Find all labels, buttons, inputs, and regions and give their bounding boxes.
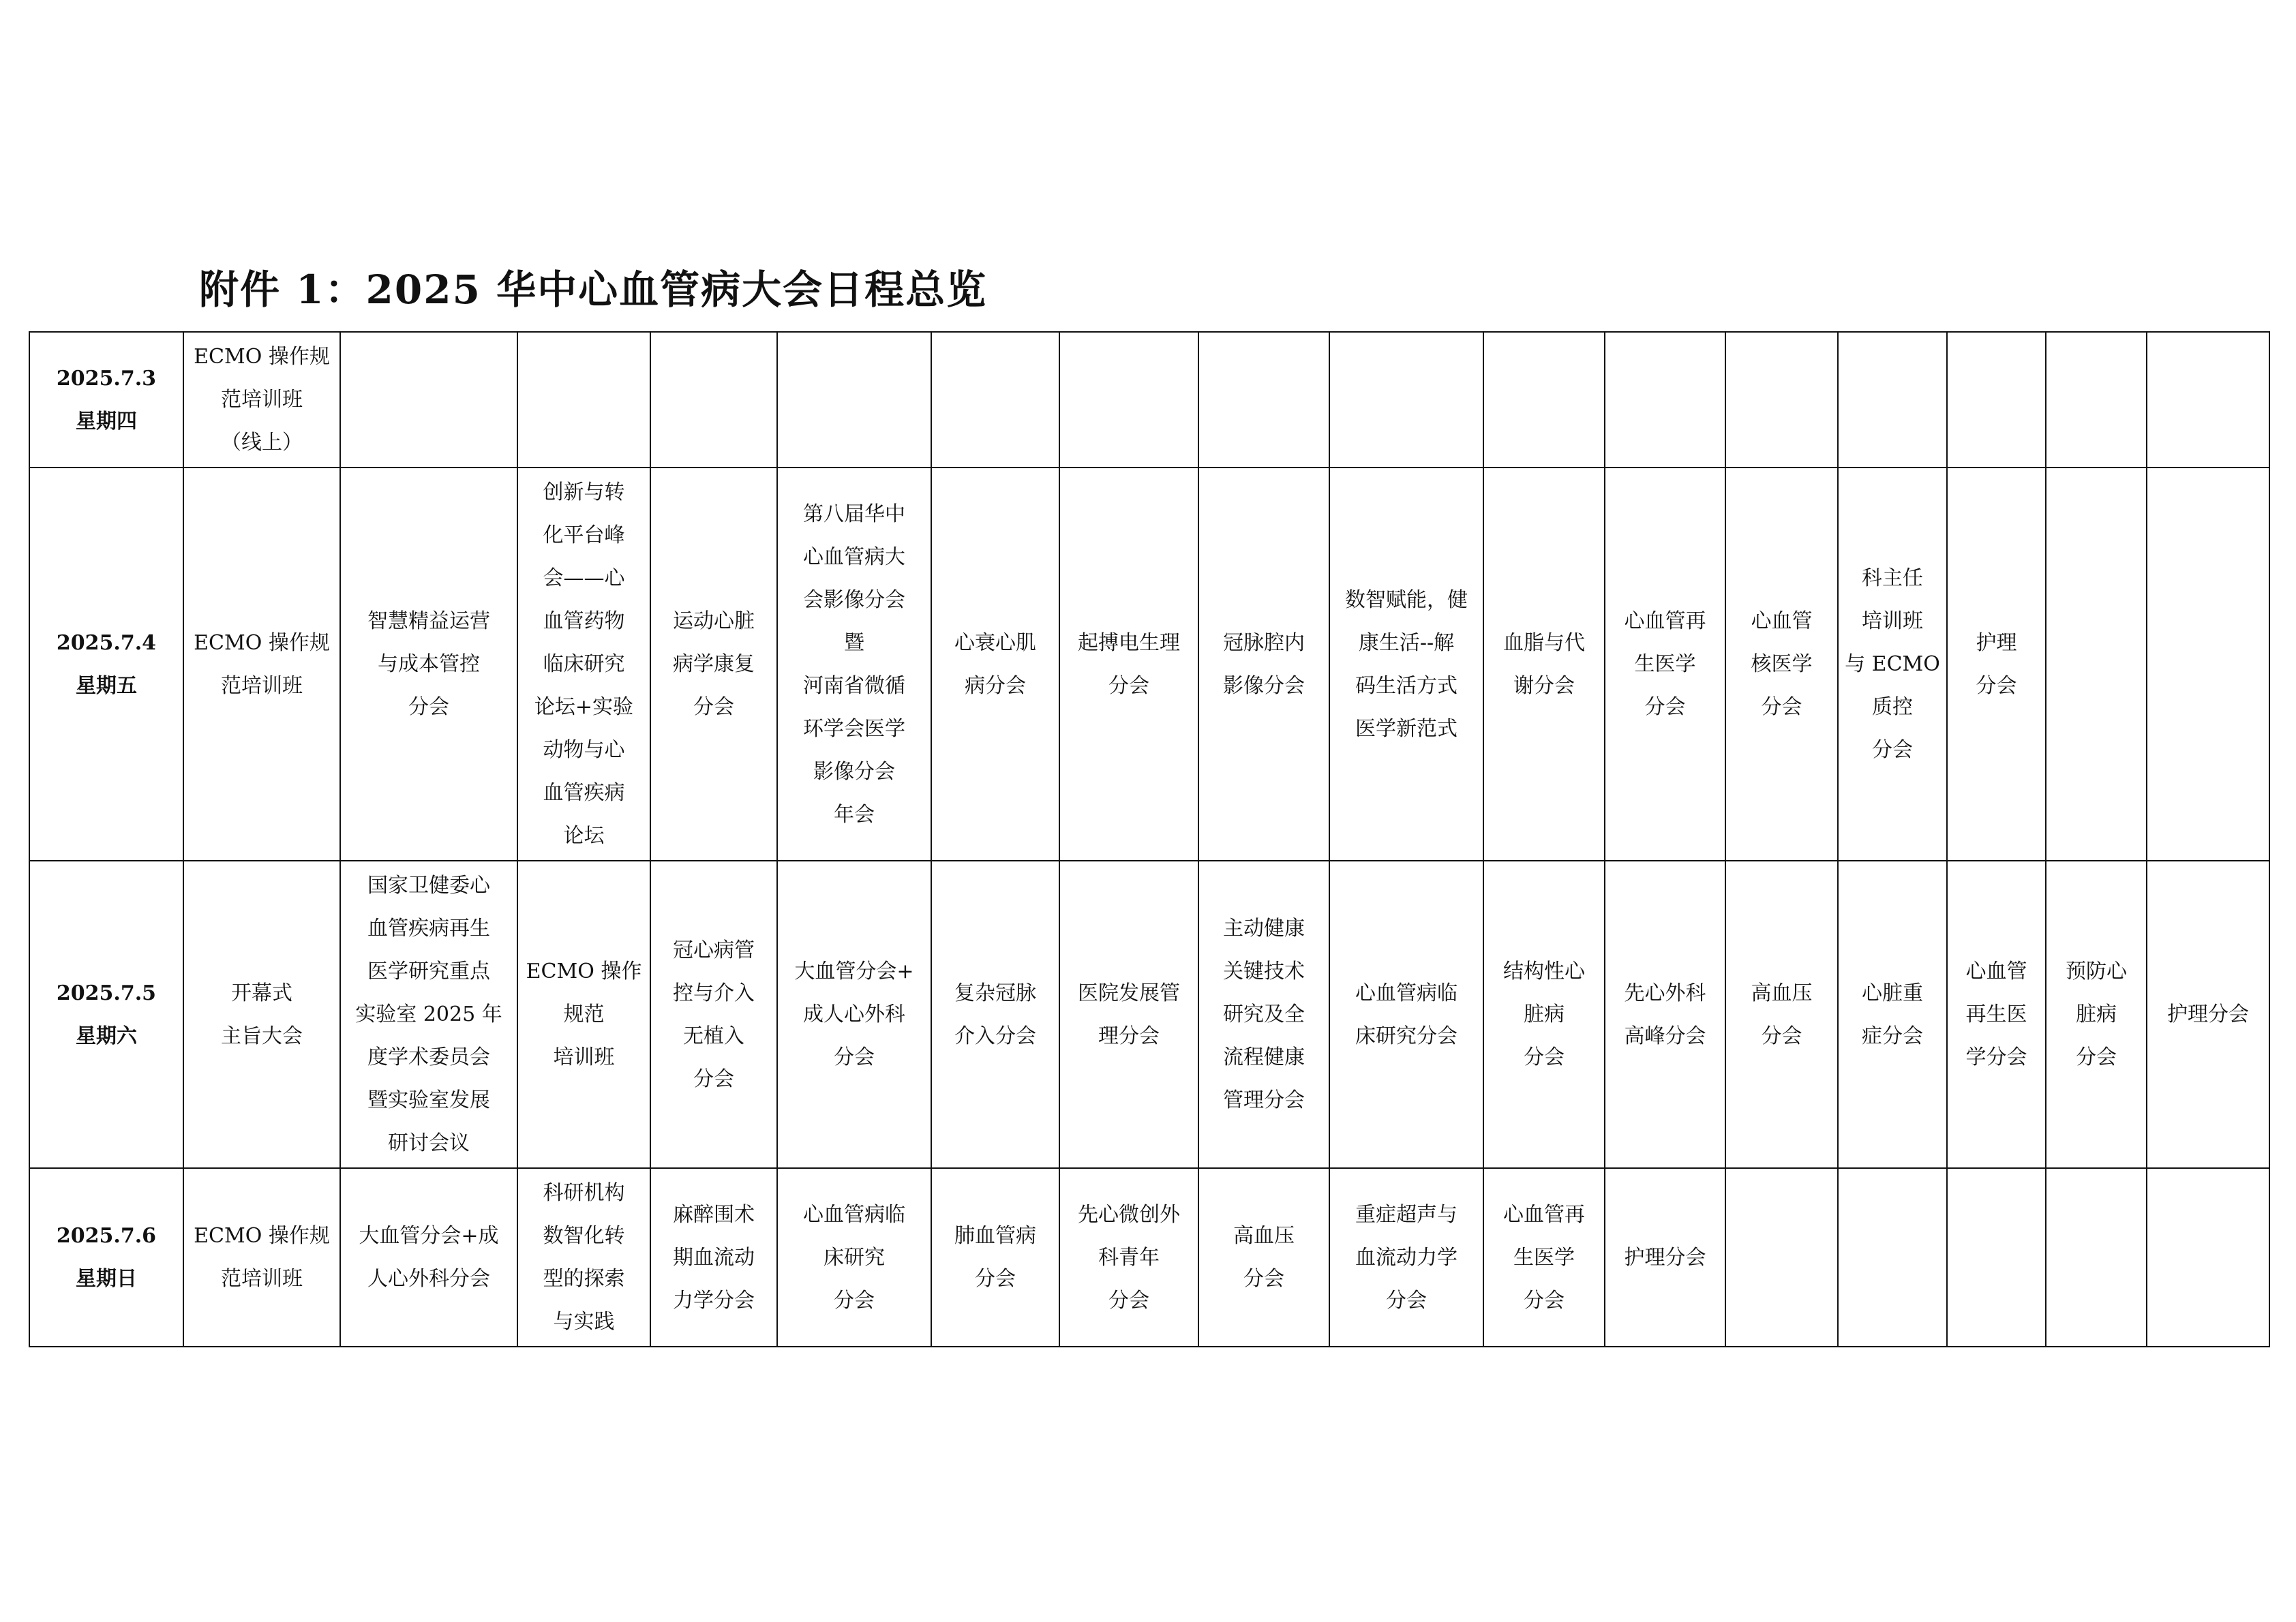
session-text-line: 范培训班 xyxy=(221,673,303,698)
empty-cell xyxy=(2147,332,2269,468)
session-text-line: ECMO 操作规 xyxy=(194,1224,330,1248)
schedule-row xyxy=(29,861,2269,1168)
session-text-line: 主动健康 xyxy=(1223,917,1305,940)
session-text-line: 分会 xyxy=(693,1067,734,1091)
session-text-line: （线上） xyxy=(221,431,303,455)
empty-cell xyxy=(2147,468,2269,861)
empty-cell xyxy=(2147,1168,2269,1347)
session-text-line: 护理分会 xyxy=(2167,1003,2249,1026)
session-text-line: 核医学 xyxy=(1751,652,1813,676)
session-text-line: ECMO 操作规 xyxy=(194,345,330,369)
session-cell xyxy=(1605,1168,1725,1347)
session-cell xyxy=(1483,861,1605,1168)
session-cell xyxy=(2046,861,2147,1168)
session-text-line: 分会 xyxy=(1524,1288,1565,1313)
session-text-line: 床研究 xyxy=(824,1245,885,1270)
session-cell xyxy=(2147,861,2269,1168)
session-cell xyxy=(183,861,340,1168)
empty-cell xyxy=(1483,332,1605,468)
date-text: 2025.7.4 xyxy=(56,630,157,655)
session-text-line: 科青年 xyxy=(1098,1245,1160,1270)
session-text-line: 心衰心肌 xyxy=(954,630,1036,655)
session-text-line: 成人心外科 xyxy=(803,1003,905,1026)
session-text-line: 大血管分会+ xyxy=(794,960,914,983)
session-cell xyxy=(1198,468,1329,861)
session-text-line: 数智赋能，健 xyxy=(1345,587,1468,612)
session-text-line: 分会 xyxy=(1108,1288,1149,1313)
session-cell xyxy=(777,1168,931,1347)
session-cell xyxy=(340,861,517,1168)
session-text-line: 影像分会 xyxy=(813,759,895,784)
session-text-line: 重症超声与 xyxy=(1355,1202,1457,1227)
session-text-line: 型的探索 xyxy=(543,1267,625,1291)
session-text-line: 年会 xyxy=(834,802,875,827)
empty-cell xyxy=(2046,1168,2147,1347)
session-text-line: 河南省微循 xyxy=(803,673,905,698)
session-text-line: 分会 xyxy=(834,1288,875,1313)
session-text-line: 规范 xyxy=(563,1003,605,1026)
session-text-line: ECMO 操作 xyxy=(526,960,642,983)
weekday-text: 星期五 xyxy=(76,673,137,698)
session-text-line: 血管疾病 xyxy=(543,781,625,805)
session-text-line: 分会 xyxy=(1761,1024,1802,1048)
date-cell xyxy=(29,1168,183,1347)
session-text-line: 心血管病大 xyxy=(803,545,905,569)
session-text-line: 康生活--解 xyxy=(1358,630,1455,655)
schedule-row xyxy=(29,1168,2269,1347)
session-text-line: 分会 xyxy=(1386,1288,1427,1313)
session-text-line: 肺血管病 xyxy=(954,1224,1036,1248)
session-text-line: 主旨大会 xyxy=(221,1024,303,1048)
session-text-line: 分会 xyxy=(408,695,449,719)
session-text-line: 冠心病管 xyxy=(673,938,755,962)
session-text-line: 分会 xyxy=(975,1267,1016,1291)
session-cell xyxy=(517,1168,650,1347)
session-text-line: 智慧精益运营 xyxy=(367,609,490,633)
session-text-line: 高血压 xyxy=(1751,981,1813,1005)
session-cell xyxy=(183,1168,340,1347)
date-text: 2025.7.3 xyxy=(56,366,157,391)
session-text-line: 分会 xyxy=(1976,673,2017,698)
session-text-line: 分会 xyxy=(1108,673,1149,698)
session-text-line: 科研机构 xyxy=(543,1181,625,1205)
session-text-line: 人心外科分会 xyxy=(367,1267,490,1291)
session-cell xyxy=(1198,861,1329,1168)
session-cell xyxy=(777,861,931,1168)
session-text-line: 数智化转 xyxy=(543,1224,625,1248)
session-text-line: 学分会 xyxy=(1965,1045,2027,1069)
session-text-line: 分会 xyxy=(1872,738,1913,762)
empty-cell xyxy=(777,332,931,468)
session-text-line: 研究及全 xyxy=(1223,1003,1305,1026)
date-cell xyxy=(29,468,183,861)
empty-cell xyxy=(2046,332,2147,468)
session-cell xyxy=(1329,1168,1483,1347)
date-text: 2025.7.6 xyxy=(56,1224,157,1248)
session-text-line: 范培训班 xyxy=(221,1267,303,1291)
session-cell xyxy=(931,468,1059,861)
session-cell xyxy=(931,861,1059,1168)
session-text-line: 心血管 xyxy=(1751,609,1813,633)
session-text-line: 护理 xyxy=(1976,630,2017,655)
session-text-line: 流程健康 xyxy=(1223,1045,1305,1069)
session-text-line: 生医学 xyxy=(1513,1245,1575,1270)
session-cell xyxy=(517,861,650,1168)
session-text-line: 分会 xyxy=(1644,695,1686,719)
session-cell xyxy=(1947,468,2046,861)
empty-cell xyxy=(650,332,777,468)
session-text-line: 医院发展管 xyxy=(1078,981,1180,1005)
session-text-line: 再生医 xyxy=(1965,1003,2027,1026)
empty-cell xyxy=(1329,332,1483,468)
session-text-line: 创新与转 xyxy=(543,480,625,504)
session-text-line: 起搏电生理 xyxy=(1078,630,1180,655)
session-text-line: 分会 xyxy=(1524,1045,1565,1069)
empty-cell xyxy=(517,332,650,468)
session-text-line: 心血管病临 xyxy=(1355,981,1457,1005)
session-text-line: 症分会 xyxy=(1862,1024,1923,1048)
session-text-line: 病分会 xyxy=(965,673,1026,698)
session-text-line: 培训班 xyxy=(553,1045,615,1069)
session-cell xyxy=(517,468,650,861)
schedule-table xyxy=(29,331,2270,1347)
session-text-line: 结构性心 xyxy=(1503,960,1585,983)
session-text-line: 麻醉围术 xyxy=(673,1202,755,1227)
session-text-line: 床研究分会 xyxy=(1355,1024,1457,1048)
empty-cell xyxy=(1947,332,2046,468)
session-cell xyxy=(1059,468,1198,861)
session-text-line: 脏病 xyxy=(1524,1003,1565,1026)
session-cell xyxy=(183,332,340,468)
weekday-text: 星期日 xyxy=(76,1267,137,1291)
session-text-line: 临床研究 xyxy=(543,652,625,676)
session-text-line: 实验室 2025 年 xyxy=(355,1003,502,1026)
session-text-line: 预防心 xyxy=(2066,960,2127,983)
weekday-text: 星期六 xyxy=(76,1024,137,1048)
session-text-line: 管理分会 xyxy=(1223,1088,1305,1112)
date-cell xyxy=(29,861,183,1168)
session-text-line: 范培训班 xyxy=(221,388,303,412)
empty-cell xyxy=(1838,332,1947,468)
session-cell xyxy=(1605,861,1725,1168)
session-text-line: 研讨会议 xyxy=(388,1131,470,1155)
session-text-line: 控与介入 xyxy=(673,981,755,1005)
session-cell xyxy=(1483,468,1605,861)
session-cell xyxy=(650,1168,777,1347)
session-text-line: 血管疾病再生 xyxy=(367,917,490,940)
session-text-line: 会影像分会 xyxy=(803,587,905,612)
session-text-line: 冠脉腔内 xyxy=(1223,630,1305,655)
session-text-line: 理分会 xyxy=(1098,1024,1160,1048)
date-text: 2025.7.5 xyxy=(56,981,157,1005)
empty-cell xyxy=(1947,1168,2046,1347)
session-text-line: 分会 xyxy=(1761,695,1802,719)
session-text-line: 脏病 xyxy=(2076,1003,2117,1026)
session-text-line: 期血流动 xyxy=(673,1245,755,1270)
session-text-line: 心血管病临 xyxy=(803,1202,905,1227)
session-text-line: 大血管分会+成 xyxy=(359,1224,499,1248)
session-text-line: 培训班 xyxy=(1862,609,1923,633)
session-text-line: 与实践 xyxy=(553,1310,615,1334)
session-cell xyxy=(1725,861,1838,1168)
session-text-line: 与 ECMO xyxy=(1845,652,1940,676)
session-text-line: 暨实验室发展 xyxy=(367,1088,490,1112)
session-text-line: 血流动力学 xyxy=(1355,1245,1457,1270)
session-text-line: 度学术委员会 xyxy=(367,1045,490,1069)
empty-cell xyxy=(1725,332,1838,468)
session-text-line: 码生活方式 xyxy=(1355,673,1457,698)
weekday-text: 星期四 xyxy=(76,409,137,433)
session-cell xyxy=(1605,468,1725,861)
session-cell xyxy=(1838,861,1947,1168)
session-text-line: 分会 xyxy=(2076,1045,2117,1069)
session-text-line: 化平台峰 xyxy=(543,523,625,547)
session-text-line: 影像分会 xyxy=(1223,673,1305,698)
session-cell xyxy=(650,861,777,1168)
session-text-line: 关键技术 xyxy=(1223,960,1305,983)
session-cell xyxy=(777,468,931,861)
session-text-line: 分会 xyxy=(1243,1267,1284,1291)
session-cell xyxy=(340,468,517,861)
session-cell xyxy=(1198,1168,1329,1347)
session-text-line: 护理分会 xyxy=(1624,1245,1706,1270)
session-text-line: 科主任 xyxy=(1862,566,1923,590)
session-cell xyxy=(1329,468,1483,861)
session-text-line: 分会 xyxy=(834,1045,875,1069)
empty-cell xyxy=(931,332,1059,468)
session-text-line: 先心微创外 xyxy=(1078,1202,1180,1227)
empty-cell xyxy=(2046,468,2147,861)
session-text-line: 复杂冠脉 xyxy=(954,981,1036,1005)
session-text-line: 医学新范式 xyxy=(1355,716,1457,741)
session-text-line: 运动心脏 xyxy=(673,609,755,633)
session-cell xyxy=(1329,861,1483,1168)
session-text-line: 质控 xyxy=(1872,695,1913,719)
empty-cell xyxy=(1838,1168,1947,1347)
session-text-line: 与成本管控 xyxy=(378,652,480,676)
session-text-line: 高血压 xyxy=(1233,1224,1295,1248)
session-text-line: 心血管再 xyxy=(1624,609,1706,633)
session-text-line: 无植入 xyxy=(683,1024,744,1048)
schedule-row xyxy=(29,468,2269,861)
session-text-line: 动物与心 xyxy=(543,738,625,762)
session-text-line: 心血管再 xyxy=(1503,1202,1585,1227)
empty-cell xyxy=(340,332,517,468)
session-cell xyxy=(1838,468,1947,861)
session-cell xyxy=(1059,1168,1198,1347)
page-title: 附件 1：2025 华中心血管病大会日程总览 xyxy=(199,266,988,313)
session-text-line: 分会 xyxy=(693,695,734,719)
session-text-line: 心脏重 xyxy=(1862,981,1923,1005)
session-text-line: 论坛 xyxy=(563,824,605,848)
session-cell xyxy=(183,468,340,861)
empty-cell xyxy=(1605,332,1725,468)
session-text-line: 论坛+实验 xyxy=(534,695,634,719)
session-cell xyxy=(650,468,777,861)
session-text-line: 暨 xyxy=(844,630,864,655)
session-text-line: 环学会医学 xyxy=(803,716,905,741)
session-text-line: 开幕式 xyxy=(231,981,292,1005)
session-cell xyxy=(931,1168,1059,1347)
session-cell xyxy=(1059,861,1198,1168)
session-text-line: 血脂与代 xyxy=(1503,630,1585,655)
session-text-line: 先心外科 xyxy=(1624,981,1706,1005)
session-text-line: 病学康复 xyxy=(673,652,755,676)
session-text-line: 介入分会 xyxy=(954,1024,1036,1048)
session-text-line: 谢分会 xyxy=(1513,673,1575,698)
session-cell xyxy=(1947,861,2046,1168)
session-text-line: 高峰分会 xyxy=(1624,1024,1706,1048)
session-text-line: ECMO 操作规 xyxy=(194,630,330,655)
schedule-row xyxy=(29,332,2269,468)
session-text-line: 国家卫健委心 xyxy=(367,874,490,898)
session-cell xyxy=(340,1168,517,1347)
session-text-line: 力学分会 xyxy=(673,1288,755,1313)
session-cell xyxy=(1483,1168,1605,1347)
session-text-line: 生医学 xyxy=(1634,652,1696,676)
session-cell xyxy=(1725,468,1838,861)
empty-cell xyxy=(1059,332,1198,468)
session-text-line: 会——心 xyxy=(543,566,625,590)
empty-cell xyxy=(1198,332,1329,468)
empty-cell xyxy=(1725,1168,1838,1347)
session-text-line: 第八届华中 xyxy=(803,502,905,526)
session-text-line: 血管药物 xyxy=(543,609,625,633)
session-text-line: 心血管 xyxy=(1965,960,2027,983)
date-cell xyxy=(29,332,183,468)
session-text-line: 医学研究重点 xyxy=(367,960,490,983)
